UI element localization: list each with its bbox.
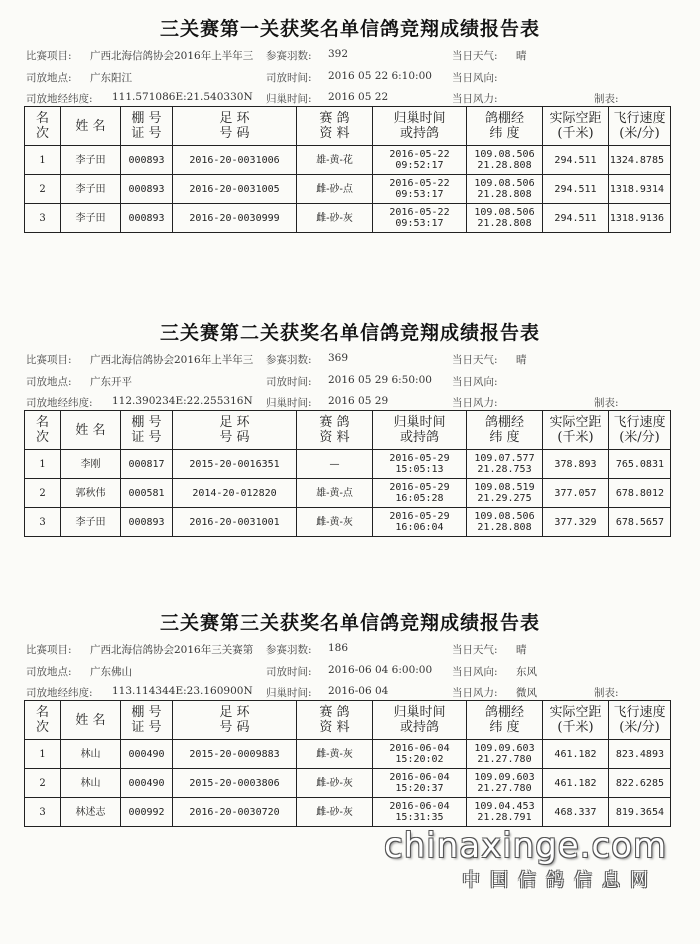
- header-speed: 飞行速度 (米/分): [609, 701, 671, 740]
- header-loft-coord: 鸽棚经 纬 度: [467, 411, 543, 450]
- cell-return-time: 2016-05-29 16:05:28: [373, 479, 467, 508]
- header-ring-no: 足 环 号 码: [173, 107, 297, 146]
- weather-value: 晴: [516, 50, 527, 62]
- cell-loft-no: 000893: [121, 175, 173, 204]
- cell-loft-coord: 109.08.506 21.28.808: [467, 146, 543, 175]
- return-date-label: 归巢时间:: [266, 687, 312, 699]
- header-loft-coord: 鸽棚经 纬 度: [467, 107, 543, 146]
- preparer-label: 制表:: [594, 93, 619, 105]
- release-time-value: 2016 05 29 6:50:00: [328, 374, 432, 386]
- release-place-value: 广东开平: [90, 376, 132, 388]
- count-value: 186: [328, 642, 349, 654]
- cell-pigeon-info: 雌-黄-灰: [297, 740, 373, 769]
- count-label: 参赛羽数:: [266, 354, 312, 366]
- table-row: [25, 798, 671, 827]
- cell-pigeon-info: 雌-砂-灰: [297, 769, 373, 798]
- results-table: [24, 410, 671, 537]
- header-name: 姓 名: [61, 411, 121, 450]
- header-rank: 名 次: [25, 411, 61, 450]
- cell-name: 李子田: [61, 508, 121, 537]
- event-value: 广西北海信鸽协会2016年上半年三: [90, 50, 254, 62]
- cell-speed: 678.5657: [609, 508, 671, 537]
- cell-speed: 822.6285: [609, 769, 671, 798]
- cell-return-time: 2016-06-04 15:31:35: [373, 798, 467, 827]
- cell-ring-no: 2016-20-0030999: [173, 204, 297, 233]
- preparer-label: 制表:: [594, 687, 619, 699]
- release-time-value: 2016 05 22 6:10:00: [328, 70, 432, 82]
- report-section-2: [0, 318, 700, 578]
- header-loft-no: 棚 号 证 号: [121, 107, 173, 146]
- cell-name: 郭秋伟: [61, 479, 121, 508]
- cell-rank: 1: [25, 740, 61, 769]
- cell-loft-no: 000581: [121, 479, 173, 508]
- cell-ring-no: 2015-20-0003806: [173, 769, 297, 798]
- cell-distance: 294.511: [543, 204, 609, 233]
- table-row: [25, 479, 671, 508]
- header-return-time: 归巢时间 或持鸽: [373, 411, 467, 450]
- cell-name: 林山: [61, 769, 121, 798]
- results-body: [25, 146, 671, 233]
- report-section-1: [0, 14, 700, 274]
- cell-return-time: 2016-06-04 15:20:02: [373, 740, 467, 769]
- results-body: [25, 450, 671, 537]
- cell-pigeon-info: 雌-黄-灰: [297, 508, 373, 537]
- weather-value: 晴: [516, 354, 527, 366]
- cell-distance: 468.337: [543, 798, 609, 827]
- cell-distance: 294.511: [543, 175, 609, 204]
- release-place-label: 司放地点:: [26, 72, 72, 84]
- cell-rank: 2: [25, 175, 61, 204]
- cell-rank: 2: [25, 479, 61, 508]
- cell-speed: 1318.9136: [609, 204, 671, 233]
- report-title: 三关赛第二关获奖名单信鸽竞翔成绩报告表: [159, 322, 540, 344]
- cell-loft-coord: 109.09.603 21.27.780: [467, 740, 543, 769]
- return-date-value: 2016-06 04: [328, 685, 389, 697]
- cell-speed: 1318.9314: [609, 175, 671, 204]
- cell-rank: 3: [25, 798, 61, 827]
- release-coord-label: 司放地经纬度:: [26, 687, 93, 699]
- weather-label: 当日天气:: [452, 644, 498, 656]
- table-row: [25, 175, 671, 204]
- wind-force-label: 当日风力:: [452, 687, 498, 699]
- cell-speed: 765.0831: [609, 450, 671, 479]
- cell-speed: 819.3654: [609, 798, 671, 827]
- release-coord-label: 司放地经纬度:: [26, 397, 93, 409]
- release-coord-value: 113.114344E:23.160900N: [112, 685, 253, 697]
- release-place-value: 广东佛山: [90, 666, 132, 678]
- cell-ring-no: 2016-20-0030720: [173, 798, 297, 827]
- release-coord-value: 111.571086E:21.540330N: [112, 91, 253, 103]
- cell-loft-no: 000490: [121, 740, 173, 769]
- cell-return-time: 2016-05-29 15:05:13: [373, 450, 467, 479]
- wind-force-label: 当日风力:: [452, 93, 498, 105]
- weather-label: 当日天气:: [452, 354, 498, 366]
- wind-dir-label: 当日风向:: [452, 376, 498, 388]
- count-label: 参赛羽数:: [266, 50, 312, 62]
- table-row: [25, 508, 671, 537]
- cell-pigeon-info: 雌-砂-灰: [297, 798, 373, 827]
- wind-dir-value: 东风: [516, 666, 537, 678]
- cell-loft-coord: 109.08.506 21.28.808: [467, 508, 543, 537]
- cell-distance: 377.057: [543, 479, 609, 508]
- count-value: 392: [328, 48, 349, 60]
- cell-distance: 461.182: [543, 740, 609, 769]
- cell-ring-no: 2015-20-0009883: [173, 740, 297, 769]
- weather-value: 晴: [516, 644, 527, 656]
- cell-name: 李子田: [61, 204, 121, 233]
- cell-rank: 3: [25, 508, 61, 537]
- cell-return-time: 2016-05-29 16:06:04: [373, 508, 467, 537]
- return-date-value: 2016 05 22: [328, 91, 389, 103]
- count-value: 369: [328, 352, 349, 364]
- event-label: 比赛项目:: [26, 354, 72, 366]
- header-speed: 飞行速度 (米/分): [609, 107, 671, 146]
- header-loft-coord: 鸽棚经 纬 度: [467, 701, 543, 740]
- header-row: [25, 411, 671, 450]
- cell-distance: 294.511: [543, 146, 609, 175]
- cell-pigeon-info: 雄-黄-花: [297, 146, 373, 175]
- cell-loft-no: 000992: [121, 798, 173, 827]
- weather-label: 当日天气:: [452, 50, 498, 62]
- table-row: [25, 204, 671, 233]
- cell-return-time: 2016-05-22 09:52:17: [373, 146, 467, 175]
- release-time-label: 司放时间:: [266, 72, 312, 84]
- wind-dir-label: 当日风向:: [452, 666, 498, 678]
- cell-name: 林述志: [61, 798, 121, 827]
- cell-ring-no: 2014-20-012820: [173, 479, 297, 508]
- release-time-value: 2016-06 04 6:00:00: [328, 664, 433, 676]
- cell-rank: 3: [25, 204, 61, 233]
- cell-loft-no: 000490: [121, 769, 173, 798]
- cell-pigeon-info: 雌-砂-点: [297, 175, 373, 204]
- header-pigeon-info: 赛 鸽 资 料: [297, 411, 373, 450]
- cell-loft-no: 000893: [121, 146, 173, 175]
- header-rank: 名 次: [25, 701, 61, 740]
- cell-rank: 1: [25, 146, 61, 175]
- header-pigeon-info: 赛 鸽 资 料: [297, 701, 373, 740]
- cell-ring-no: 2016-20-0031006: [173, 146, 297, 175]
- cell-loft-no: 000893: [121, 508, 173, 537]
- cell-loft-coord: 109.08.506 21.28.808: [467, 175, 543, 204]
- report-title: 三关赛第三关获奖名单信鸽竞翔成绩报告表: [159, 612, 540, 634]
- cell-ring-no: 2016-20-0031005: [173, 175, 297, 204]
- release-place-label: 司放地点:: [26, 666, 72, 678]
- report-title: 三关赛第一关获奖名单信鸽竞翔成绩报告表: [159, 18, 540, 40]
- header-return-time: 归巢时间 或持鸽: [373, 701, 467, 740]
- cell-distance: 377.329: [543, 508, 609, 537]
- cell-loft-coord: 109.08.519 21.29.275: [467, 479, 543, 508]
- cell-distance: 461.182: [543, 769, 609, 798]
- watermark-name: 中国信鸽信息网: [462, 870, 658, 891]
- cell-ring-no: 2015-20-0016351: [173, 450, 297, 479]
- cell-pigeon-info: 雌-砂-灰: [297, 204, 373, 233]
- header-distance: 实际空距 (千米): [543, 107, 609, 146]
- return-date-label: 归巢时间:: [266, 93, 312, 105]
- results-table: [24, 700, 671, 827]
- cell-pigeon-info: —: [297, 450, 373, 479]
- cell-name: 李子田: [61, 175, 121, 204]
- header-name: 姓 名: [61, 107, 121, 146]
- results-body: [25, 740, 671, 827]
- release-place-label: 司放地点:: [26, 376, 72, 388]
- event-label: 比赛项目:: [26, 50, 72, 62]
- cell-return-time: 2016-05-22 09:53:17: [373, 204, 467, 233]
- cell-speed: 678.8012: [609, 479, 671, 508]
- release-place-value: 广东阳江: [90, 72, 132, 84]
- cell-loft-coord: 109.09.603 21.27.780: [467, 769, 543, 798]
- wind-force-label: 当日风力:: [452, 397, 498, 409]
- header-speed: 飞行速度 (米/分): [609, 411, 671, 450]
- header-rank: 名 次: [25, 107, 61, 146]
- cell-loft-coord: 109.04.453 21.28.791: [467, 798, 543, 827]
- cell-loft-coord: 109.07.577 21.28.753: [467, 450, 543, 479]
- watermark-site: chinaxinge.com: [384, 826, 668, 866]
- header-loft-no: 棚 号 证 号: [121, 411, 173, 450]
- cell-pigeon-info: 雄-黄-点: [297, 479, 373, 508]
- cell-distance: 378.893: [543, 450, 609, 479]
- wind-force-value: 微风: [516, 687, 537, 699]
- header-name: 姓 名: [61, 701, 121, 740]
- wind-dir-label: 当日风向:: [452, 72, 498, 84]
- cell-return-time: 2016-06-04 15:20:37: [373, 769, 467, 798]
- header-ring-no: 足 环 号 码: [173, 411, 297, 450]
- release-time-label: 司放时间:: [266, 376, 312, 388]
- return-date-value: 2016 05 29: [328, 395, 389, 407]
- header-pigeon-info: 赛 鸽 资 料: [297, 107, 373, 146]
- event-value: 广西北海信鸽协会2016年三关赛第: [90, 644, 254, 656]
- return-date-label: 归巢时间:: [266, 397, 312, 409]
- release-coord-label: 司放地经纬度:: [26, 93, 93, 105]
- event-value: 广西北海信鸽协会2016年上半年三: [90, 354, 254, 366]
- header-distance: 实际空距 (千米): [543, 701, 609, 740]
- table-row: [25, 450, 671, 479]
- results-table: [24, 106, 671, 233]
- preparer-label: 制表:: [594, 397, 619, 409]
- header-distance: 实际空距 (千米): [543, 411, 609, 450]
- release-coord-value: 112.390234E:22.255316N: [112, 395, 253, 407]
- release-time-label: 司放时间:: [266, 666, 312, 678]
- table-row: [25, 146, 671, 175]
- event-label: 比赛项目:: [26, 644, 72, 656]
- cell-return-time: 2016-05-22 09:53:17: [373, 175, 467, 204]
- cell-speed: 823.4893: [609, 740, 671, 769]
- cell-name: 李刚: [61, 450, 121, 479]
- header-row: [25, 701, 671, 740]
- header-loft-no: 棚 号 证 号: [121, 701, 173, 740]
- table-row: [25, 769, 671, 798]
- cell-ring-no: 2016-20-0031001: [173, 508, 297, 537]
- cell-rank: 2: [25, 769, 61, 798]
- header-ring-no: 足 环 号 码: [173, 701, 297, 740]
- header-row: [25, 107, 671, 146]
- cell-loft-no: 000893: [121, 204, 173, 233]
- cell-rank: 1: [25, 450, 61, 479]
- table-row: [25, 740, 671, 769]
- cell-speed: 1324.8785: [609, 146, 671, 175]
- header-return-time: 归巢时间 或持鸽: [373, 107, 467, 146]
- cell-name: 李子田: [61, 146, 121, 175]
- count-label: 参赛羽数:: [266, 644, 312, 656]
- cell-loft-coord: 109.08.506 21.28.808: [467, 204, 543, 233]
- cell-loft-no: 000817: [121, 450, 173, 479]
- cell-name: 林山: [61, 740, 121, 769]
